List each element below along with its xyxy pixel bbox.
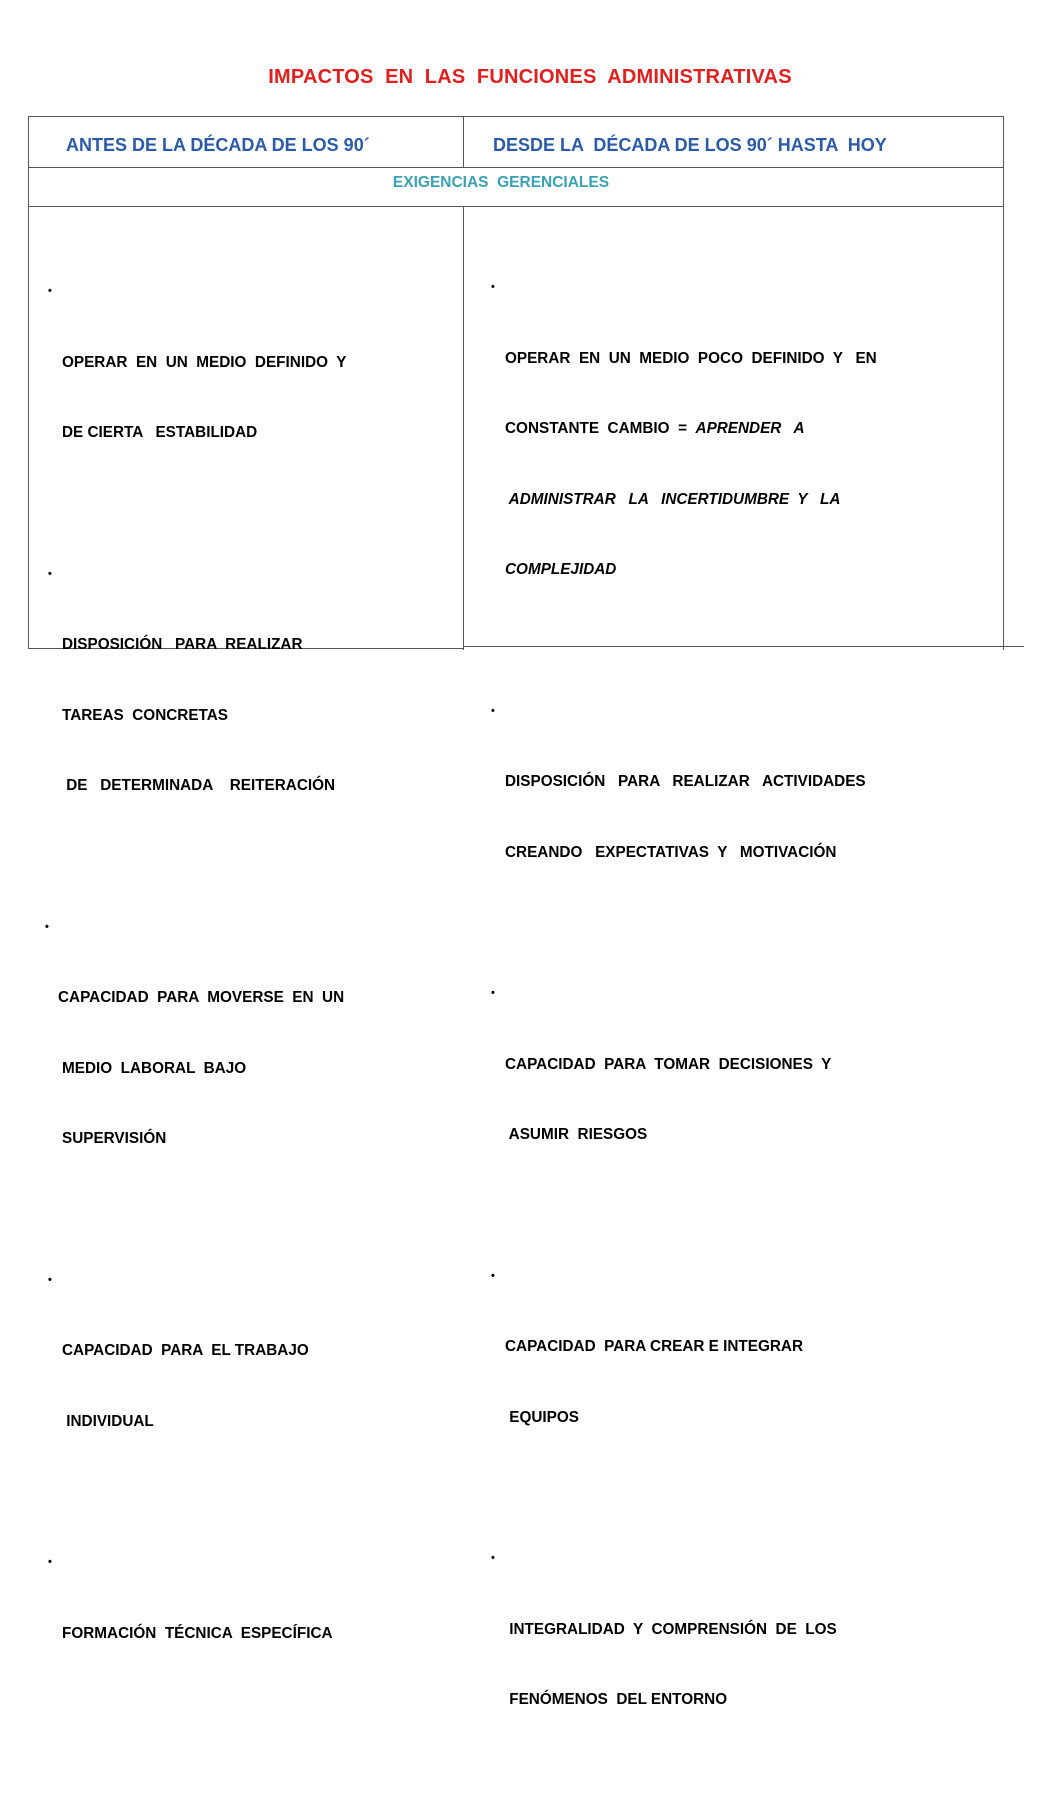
list-item: • CAPACIDAD PARA CREAR E INTEGRAR EQUIPOS	[505, 1265, 877, 1477]
right-column-header: DESDE LA DÉCADA DE LOS 90´ HASTA HOY	[493, 135, 887, 155]
bullet-icon: •	[491, 704, 495, 717]
list-item: • CAPACIDAD PARA TOMAR DECISIONES Y ASUMIR RIESGOS	[505, 982, 877, 1194]
italic-phrase: APRENDER A	[695, 420, 805, 437]
list-item: • OPERAR EN UN MEDIO POCO DEFINIDO Y EN CONSTANTE CAMBIO = APRENDER A ADMINISTRAR LA INCERTIDUMBRE Y LA COMPLEJIDAD	[505, 276, 877, 629]
bullet-icon: •	[45, 920, 49, 933]
list-item: • OPERAR EN UN MEDIO DEFINIDO Y DE CIERTA ESTABILIDAD	[62, 280, 346, 492]
bullet-icon: •	[491, 281, 495, 293]
list-item: • INTEGRALIDAD Y COMPRENSIÓN DE LOS FENÓMENOS DEL ENTORNO	[505, 1547, 877, 1759]
list-item: • DISPOSICIÓN PARA REALIZAR ACTIVIDADES CREANDO EXPECTATIVAS Y MOTIVACIÓN	[505, 700, 877, 912]
list-item: • DISPOSICIÓN PARA REALIZAR TAREAS CONCRETAS DE DETERMINADA REITERACIÓN	[62, 563, 346, 845]
column-divider-lower	[463, 206, 464, 650]
section-subheader: EXIGENCIAS GERENCIALES	[392, 174, 610, 191]
table-left-border	[28, 116, 29, 649]
left-column-header: ANTES DE LA DÉCADA DE LOS 90´	[66, 135, 370, 155]
bullet-icon: •	[48, 1273, 52, 1286]
list-item: • CAPACIDAD PARA EL TRABAJO INDIVIDUAL	[62, 1269, 346, 1481]
bullet-icon: •	[491, 1552, 495, 1564]
subheader-divider	[28, 206, 1004, 207]
bullet-icon: •	[48, 285, 52, 297]
table-top-border	[28, 116, 1004, 117]
table-right-border	[1003, 116, 1004, 650]
page-title: IMPACTOS EN LAS FUNCIONES ADMINISTRATIVAS	[268, 66, 792, 88]
left-bullet-list	[45, 233, 347, 1740]
right-bullet-list	[491, 229, 877, 1806]
bullet-icon: •	[48, 567, 52, 580]
list-item: • CAPACIDAD PARA MOVERSE EN UN MEDIO LABORAL BAJO SUPERVISIÓN	[62, 916, 346, 1198]
bullet-icon: •	[491, 1269, 495, 1282]
bullet-icon: •	[491, 987, 495, 999]
column-divider-upper	[463, 116, 464, 167]
header-divider	[28, 167, 1004, 168]
list-item: • FORMACIÓN TÉCNICA ESPECÍFICA	[62, 1551, 346, 1692]
bullet-icon: •	[48, 1556, 52, 1568]
